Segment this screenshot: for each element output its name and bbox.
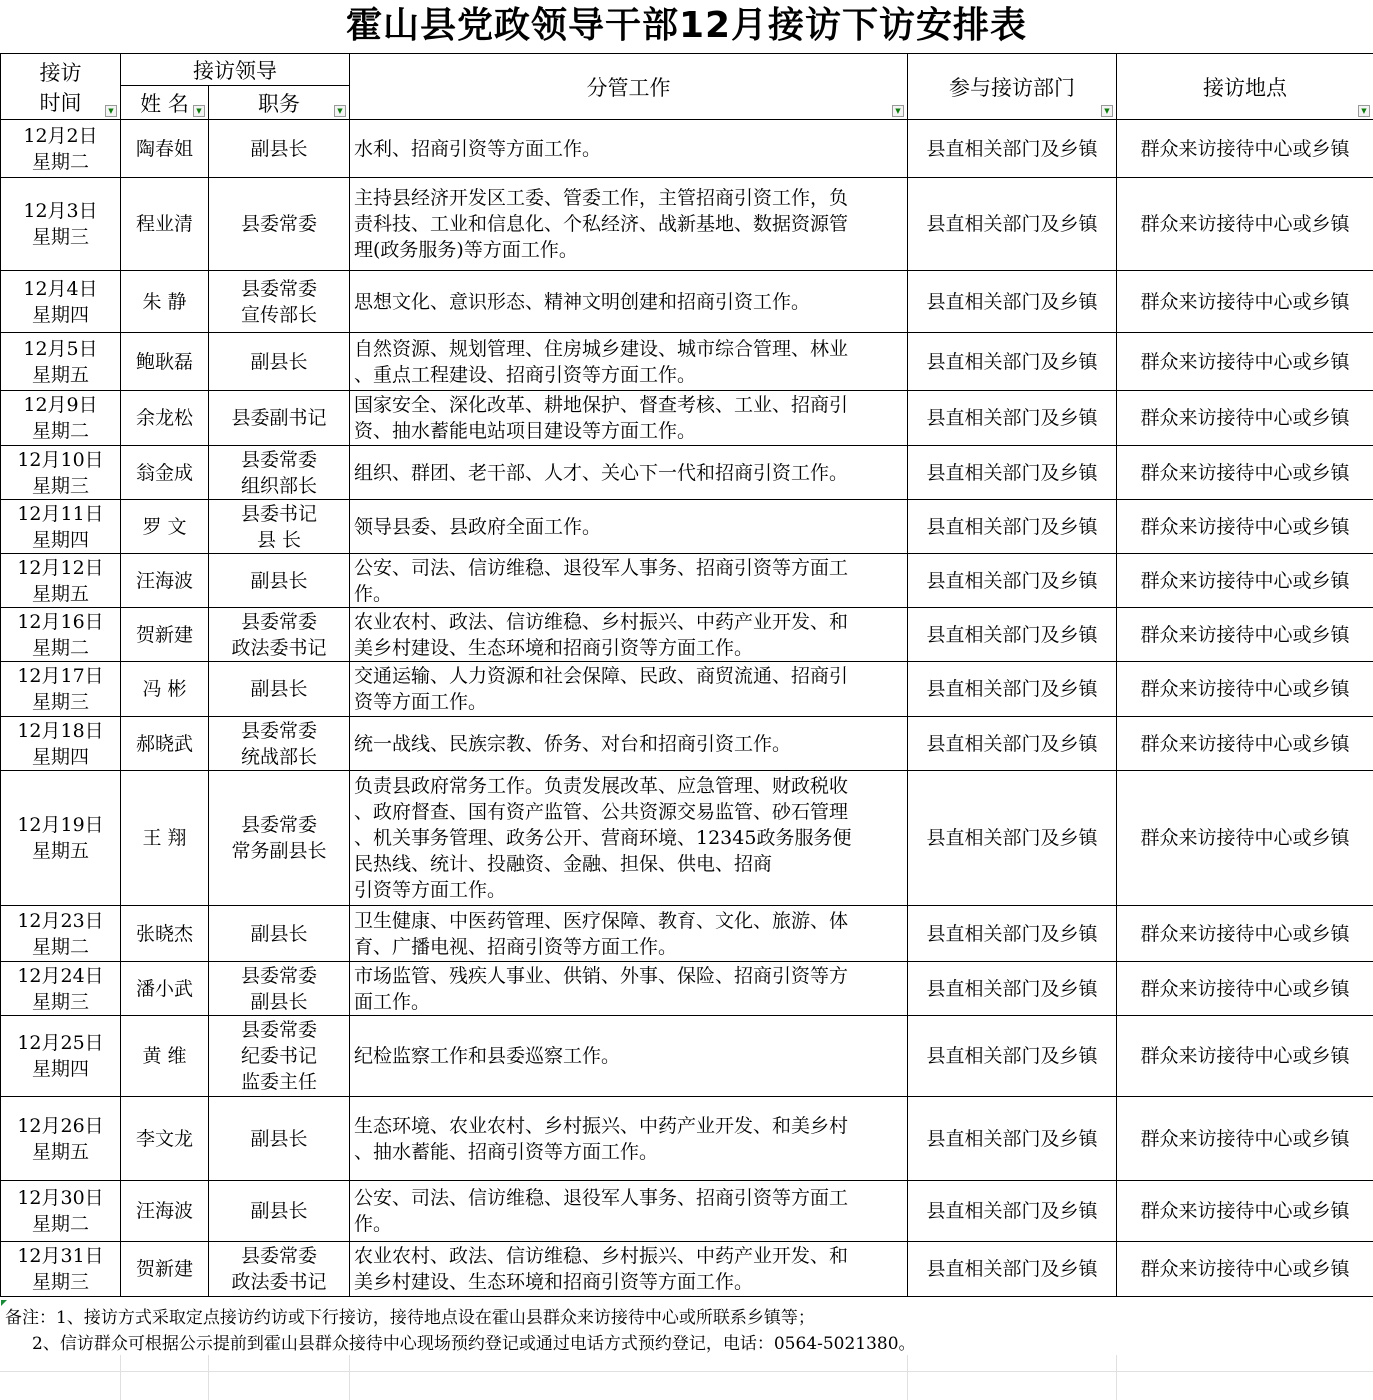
table-row xyxy=(1,608,1373,662)
filter-dropdown-position[interactable]: ▼ xyxy=(334,105,346,117)
cell-date: 12月31日 星期三 xyxy=(1,1242,121,1297)
table-row xyxy=(1,333,1373,391)
table-row xyxy=(1,271,1373,333)
cell-date: 12月26日 星期五 xyxy=(1,1097,121,1181)
cell-place: 群众来访接待中心或乡镇 xyxy=(1117,1181,1373,1242)
table-row xyxy=(1,178,1373,271)
schedule-table xyxy=(0,53,1373,1297)
cell-position: 副县长 xyxy=(209,554,350,608)
cell-name: 程业清 xyxy=(121,178,209,271)
cell-name: 冯 彬 xyxy=(121,662,209,717)
table-row xyxy=(1,446,1373,500)
cell-duty: 统一战线、民族宗教、侨务、对台和招商引资工作。 xyxy=(350,717,908,771)
cell-date: 12月17日 星期三 xyxy=(1,662,121,717)
cell-place: 群众来访接待中心或乡镇 xyxy=(1117,120,1373,178)
table-row xyxy=(1,500,1373,554)
cell-position: 县委常委 政法委书记 xyxy=(209,608,350,662)
cell-name: 潘小武 xyxy=(121,962,209,1016)
cell-position: 县委副书记 xyxy=(209,391,350,446)
note-line-2: 2、信访群众可根据公示提前到霍山县群众接待中心现场预约登记或通过电话方式预约登记，电话：0564-5021380。 xyxy=(32,1334,916,1354)
cell-duty: 农业农村、政法、信访维稳、乡村振兴、中药产业开发、和 美乡村建设、生态环境和招商引资等方面工作。 xyxy=(350,608,908,662)
notes xyxy=(0,1305,1373,1357)
cell-place: 群众来访接待中心或乡镇 xyxy=(1117,771,1373,906)
filter-dropdown-duty[interactable]: ▼ xyxy=(892,105,904,117)
cell-position: 副县长 xyxy=(209,333,350,391)
cell-name: 翁金成 xyxy=(121,446,209,500)
cell-place: 群众来访接待中心或乡镇 xyxy=(1117,717,1373,771)
cell-position: 副县长 xyxy=(209,906,350,962)
cell-dept: 县直相关部门及乡镇 xyxy=(908,906,1117,962)
header-time: 接访 时间 ▼ xyxy=(1,54,121,120)
cell-dept: 县直相关部门及乡镇 xyxy=(908,662,1117,717)
cell-duty: 水利、招商引资等方面工作。 xyxy=(350,120,908,178)
cell-duty: 生态环境、农业农村、乡村振兴、中药产业开发、和美乡村 、抽水蓄能、招商引资等方面工作。 xyxy=(350,1097,908,1181)
sheet-gridline xyxy=(907,1355,908,1400)
cell-position: 县委常委 副县长 xyxy=(209,962,350,1016)
cell-dept: 县直相关部门及乡镇 xyxy=(908,1242,1117,1297)
table-row xyxy=(1,906,1373,962)
sheet-gridline xyxy=(1116,1355,1117,1400)
cell-duty: 负责县政府常务工作。负责发展改革、应急管理、财政税收 、政府督查、国有资产监管、公共资源交易监管、砂石管理 、机关事务管理、政务公开、营商环境、12345政务服务便 民热线、统计、投融资、金融、担保、供电、招商 引资等方面工作。 xyxy=(350,771,908,906)
cell-dept: 县直相关部门及乡镇 xyxy=(908,1016,1117,1097)
cell-dept: 县直相关部门及乡镇 xyxy=(908,608,1117,662)
cell-dept: 县直相关部门及乡镇 xyxy=(908,500,1117,554)
cell-dept: 县直相关部门及乡镇 xyxy=(908,1181,1117,1242)
cell-name: 贺新建 xyxy=(121,1242,209,1297)
cell-dept: 县直相关部门及乡镇 xyxy=(908,178,1117,271)
cell-place: 群众来访接待中心或乡镇 xyxy=(1117,500,1373,554)
cell-date: 12月12日 星期五 xyxy=(1,554,121,608)
cell-date: 12月11日 星期四 xyxy=(1,500,121,554)
page-title: 霍山县党政领导干部12月接访下访安排表 xyxy=(345,5,1028,46)
cell-dept: 县直相关部门及乡镇 xyxy=(908,771,1117,906)
cell-dept: 县直相关部门及乡镇 xyxy=(908,271,1117,333)
cell-position: 副县长 xyxy=(209,1097,350,1181)
cell-name: 朱 静 xyxy=(121,271,209,333)
cell-indicator-icon xyxy=(1,1300,7,1306)
cell-name: 陶春姐 xyxy=(121,120,209,178)
cell-position: 县委常委 xyxy=(209,178,350,271)
cell-date: 12月25日 星期四 xyxy=(1,1016,121,1097)
cell-duty: 组织、群团、老干部、人才、关心下一代和招商引资工作。 xyxy=(350,446,908,500)
cell-dept: 县直相关部门及乡镇 xyxy=(908,962,1117,1016)
cell-duty: 市场监管、残疾人事业、供销、外事、保险、招商引资等方 面工作。 xyxy=(350,962,908,1016)
cell-place: 群众来访接待中心或乡镇 xyxy=(1117,391,1373,446)
cell-dept: 县直相关部门及乡镇 xyxy=(908,333,1117,391)
sheet-gridline xyxy=(120,1355,121,1400)
cell-place: 群众来访接待中心或乡镇 xyxy=(1117,662,1373,717)
cell-position: 县委常委 组织部长 xyxy=(209,446,350,500)
cell-date: 12月18日 星期四 xyxy=(1,717,121,771)
table-row xyxy=(1,1242,1373,1297)
cell-name: 余龙松 xyxy=(121,391,209,446)
table-row xyxy=(1,771,1373,906)
cell-duty: 主持县经济开发区工委、管委工作，主管招商引资工作，负 责科技、工业和信息化、个私经济、战新基地、数据资源管 理(政务服务)等方面工作。 xyxy=(350,178,908,271)
filter-dropdown-place[interactable]: ▼ xyxy=(1358,105,1370,117)
cell-date: 12月30日 星期二 xyxy=(1,1181,121,1242)
cell-place: 群众来访接待中心或乡镇 xyxy=(1117,1016,1373,1097)
cell-dept: 县直相关部门及乡镇 xyxy=(908,120,1117,178)
cell-position: 县委常委 纪委书记 监委主任 xyxy=(209,1016,350,1097)
cell-duty: 自然资源、规划管理、住房城乡建设、城市综合管理、林业 、重点工程建设、招商引资等方面工作。 xyxy=(350,333,908,391)
cell-position: 县委常委 政法委书记 xyxy=(209,1242,350,1297)
cell-dept: 县直相关部门及乡镇 xyxy=(908,1097,1117,1181)
cell-name: 罗 文 xyxy=(121,500,209,554)
header-place: 接访地点 ▼ xyxy=(1117,54,1373,120)
cell-duty: 纪检监察工作和县委巡察工作。 xyxy=(350,1016,908,1097)
sheet-gridline xyxy=(0,1371,1373,1372)
cell-position: 县委常委 统战部长 xyxy=(209,717,350,771)
sheet-gridline xyxy=(208,1355,209,1400)
cell-dept: 县直相关部门及乡镇 xyxy=(908,717,1117,771)
table-row xyxy=(1,391,1373,446)
cell-date: 12月9日 星期二 xyxy=(1,391,121,446)
cell-name: 张晓杰 xyxy=(121,906,209,962)
cell-duty: 思想文化、意识形态、精神文明创建和招商引资工作。 xyxy=(350,271,908,333)
cell-duty: 国家安全、深化改革、耕地保护、督查考核、工业、招商引 资、抽水蓄能电站项目建设等方面工作。 xyxy=(350,391,908,446)
header-dept: 参与接访部门 ▼ xyxy=(908,54,1117,120)
cell-name: 郝晓武 xyxy=(121,717,209,771)
filter-dropdown-name[interactable]: ▼ xyxy=(193,105,205,117)
cell-date: 12月16日 星期二 xyxy=(1,608,121,662)
cell-duty: 公安、司法、信访维稳、退役军人事务、招商引资等方面工 作。 xyxy=(350,1181,908,1242)
header-name: 姓 名 ▼ xyxy=(121,86,209,120)
cell-name: 汪海波 xyxy=(121,554,209,608)
cell-date: 12月4日 星期四 xyxy=(1,271,121,333)
cell-name: 汪海波 xyxy=(121,1181,209,1242)
header-leader: 接访领导 xyxy=(121,54,350,86)
filter-dropdown-time[interactable]: ▼ xyxy=(105,105,117,117)
cell-date: 12月24日 星期三 xyxy=(1,962,121,1016)
cell-place: 群众来访接待中心或乡镇 xyxy=(1117,271,1373,333)
cell-place: 群众来访接待中心或乡镇 xyxy=(1117,608,1373,662)
cell-place: 群众来访接待中心或乡镇 xyxy=(1117,962,1373,1016)
table-row xyxy=(1,1097,1373,1181)
cell-position: 县委常委 常务副县长 xyxy=(209,771,350,906)
cell-place: 群众来访接待中心或乡镇 xyxy=(1117,333,1373,391)
filter-dropdown-dept[interactable]: ▼ xyxy=(1101,105,1113,117)
cell-place: 群众来访接待中心或乡镇 xyxy=(1117,1242,1373,1297)
table-row xyxy=(1,554,1373,608)
cell-position: 县委常委 宣传部长 xyxy=(209,271,350,333)
cell-name: 鲍耿磊 xyxy=(121,333,209,391)
table-row xyxy=(1,1016,1373,1097)
cell-position: 副县长 xyxy=(209,120,350,178)
cell-name: 贺新建 xyxy=(121,608,209,662)
cell-position: 副县长 xyxy=(209,1181,350,1242)
note-line-1: 备注：1、接访方式采取定点接访约访或下行接访，接待地点设在霍山县群众来访接待中心或所联系乡镇等； xyxy=(5,1308,815,1328)
cell-name: 王 翔 xyxy=(121,771,209,906)
table-row xyxy=(1,962,1373,1016)
table-row xyxy=(1,717,1373,771)
table-row xyxy=(1,1181,1373,1242)
cell-date: 12月19日 星期五 xyxy=(1,771,121,906)
cell-dept: 县直相关部门及乡镇 xyxy=(908,391,1117,446)
table-row xyxy=(1,662,1373,717)
cell-duty: 卫生健康、中医药管理、医疗保障、教育、文化、旅游、体 育、广播电视、招商引资等方面工作。 xyxy=(350,906,908,962)
cell-dept: 县直相关部门及乡镇 xyxy=(908,446,1117,500)
cell-place: 群众来访接待中心或乡镇 xyxy=(1117,554,1373,608)
cell-place: 群众来访接待中心或乡镇 xyxy=(1117,906,1373,962)
cell-position: 副县长 xyxy=(209,662,350,717)
cell-duty: 领导县委、县政府全面工作。 xyxy=(350,500,908,554)
cell-dept: 县直相关部门及乡镇 xyxy=(908,554,1117,608)
table-row xyxy=(1,120,1373,178)
cell-duty: 交通运输、人力资源和社会保障、民政、商贸流通、招商引 资等方面工作。 xyxy=(350,662,908,717)
cell-name: 李文龙 xyxy=(121,1097,209,1181)
header-position: 职务 ▼ xyxy=(209,86,350,120)
cell-date: 12月5日 星期五 xyxy=(1,333,121,391)
cell-date: 12月23日 星期二 xyxy=(1,906,121,962)
cell-date: 12月3日 星期三 xyxy=(1,178,121,271)
cell-position: 县委书记 县 长 xyxy=(209,500,350,554)
sheet-gridline xyxy=(349,1355,350,1400)
cell-date: 12月2日 星期二 xyxy=(1,120,121,178)
cell-place: 群众来访接待中心或乡镇 xyxy=(1117,178,1373,271)
cell-place: 群众来访接待中心或乡镇 xyxy=(1117,1097,1373,1181)
header-duty: 分管工作 ▼ xyxy=(350,54,908,120)
cell-duty: 公安、司法、信访维稳、退役军人事务、招商引资等方面工 作。 xyxy=(350,554,908,608)
cell-duty: 农业农村、政法、信访维稳、乡村振兴、中药产业开发、和 美乡村建设、生态环境和招商引资等方面工作。 xyxy=(350,1242,908,1297)
cell-date: 12月10日 星期三 xyxy=(1,446,121,500)
cell-place: 群众来访接待中心或乡镇 xyxy=(1117,446,1373,500)
cell-name: 黄 维 xyxy=(121,1016,209,1097)
